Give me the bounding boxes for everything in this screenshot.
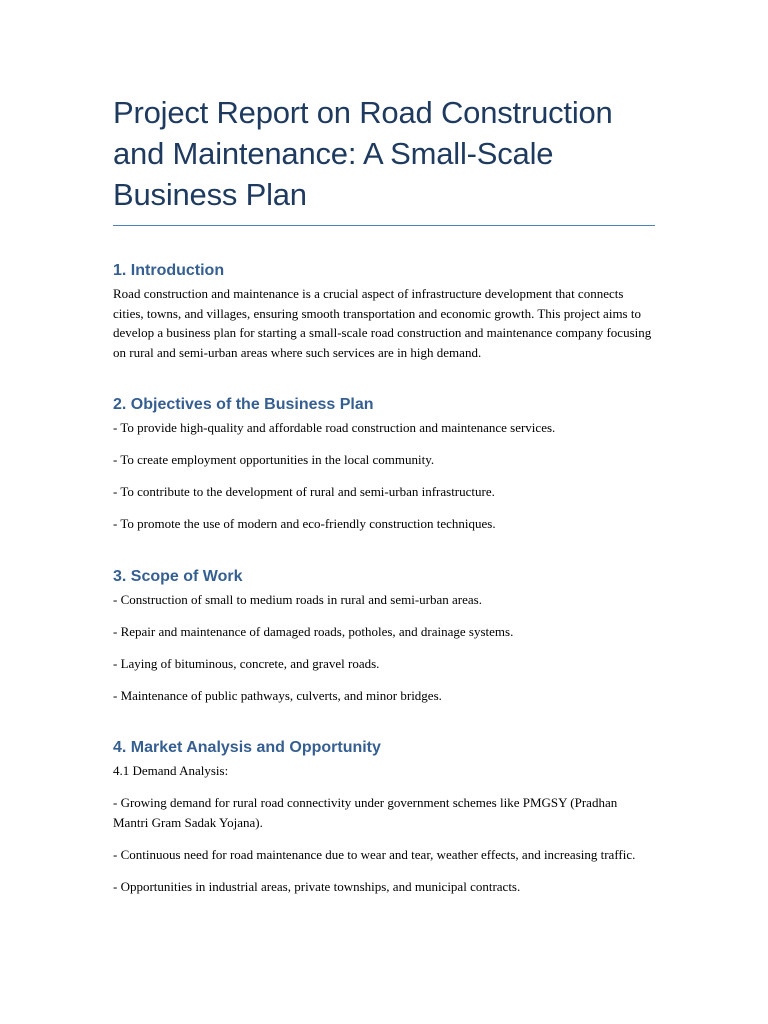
list-item: - Construction of small to medium roads in rural and semi-urban areas. [113, 591, 482, 607]
scope-list [113, 590, 655, 706]
section-paragraph: Road construction and maintenance is a crucial aspect of infrastructure development that connects cities, towns, and villages, ensuring smooth transportation and economic growth. This project aims to develop a business plan for starting a small-scale road construction and maintenance company focusing on rural and semi-urban areas where such services are in high demand. [113, 286, 652, 360]
section-scope-of-work [113, 566, 655, 706]
list-item: - To create employment opportunities in the local community. [113, 452, 435, 467]
list-item: - Opportunities in industrial areas, private townships, and municipal contracts. [113, 878, 521, 894]
document-page [113, 92, 655, 896]
section-heading: 4. Market Analysis and Opportunity [113, 739, 381, 756]
objectives-list [113, 418, 655, 534]
section-heading: 2. Objectives of the Business Plan [113, 396, 374, 413]
section-objectives [113, 394, 655, 534]
section-heading: 1. Introduction [113, 262, 225, 279]
section-market-analysis [113, 737, 655, 896]
list-item: - To contribute to the development of rural and semi-urban infrastructure. [113, 484, 495, 499]
list-item: - To provide high-quality and affordable road construction and maintenance services. [113, 420, 556, 435]
list-item: - Growing demand for rural road connectivity under government schemes like PMGSY (Pradhan Mantri Gram Sadak Yojana). [113, 795, 618, 830]
section-heading: 3. Scope of Work [113, 567, 243, 585]
market-list [113, 761, 655, 896]
document-title: Project Report on Road Construction and Maintenance: A Small-Scale Business Plan [113, 95, 613, 212]
title-divider [113, 225, 655, 226]
section-introduction [113, 260, 655, 362]
list-item: 4.1 Demand Analysis: [113, 763, 229, 778]
list-item: - To promote the use of modern and eco-friendly construction techniques. [113, 516, 496, 531]
list-item: - Repair and maintenance of damaged roads, potholes, and drainage systems. [113, 623, 514, 639]
list-item: - Maintenance of public pathways, culverts, and minor bridges. [113, 687, 442, 703]
list-item: - Laying of bituminous, concrete, and gravel roads. [113, 655, 380, 671]
list-item: - Continuous need for road maintenance due to wear and tear, weather effects, and increasing traffic. [113, 846, 636, 862]
